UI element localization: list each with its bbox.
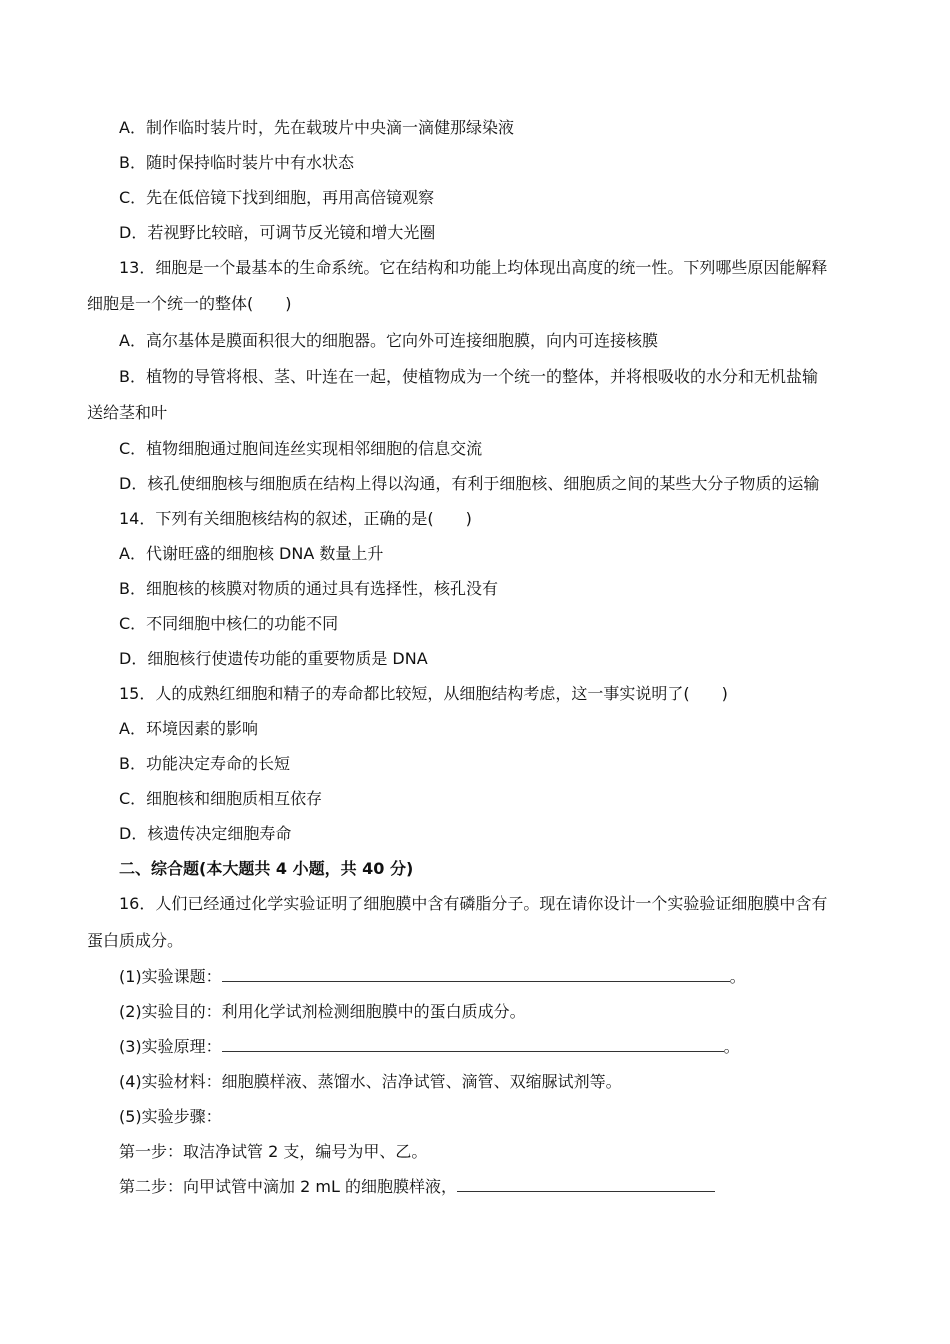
q16-step2 [119,1176,715,1198]
q16-step2-blank[interactable] [457,1177,715,1192]
q16-item3-end: 。 [723,1037,740,1056]
q16-item3 [119,1036,740,1058]
q14-option-a: A．代谢旺盛的细胞核 DNA 数量上升 [119,544,384,563]
q16-item3-label: (3)实验原理： [119,1037,222,1056]
q16-item2: (2)实验目的：利用化学试剂检测细胞膜中的蛋白质成分。 [119,1002,526,1021]
q16-stem-line2: 蛋白质成分。 [87,931,184,950]
q15-option-c: C．细胞核和细胞质相互依存 [119,789,323,808]
q16-item1-blank[interactable] [222,967,730,982]
q16-item1-end: 。 [729,967,746,986]
q16-item1-label: (1)实验课题： [119,967,222,986]
q15-option-b: B．功能决定寿命的长短 [119,754,290,773]
q13-option-c: C．植物细胞通过胞间连丝实现相邻细胞的信息交流 [119,439,483,458]
q16-stem-line1: 16．人们已经通过化学实验证明了细胞膜中含有磷脂分子。现在请你设计一个实验验证细胞膜中含有 [119,894,828,913]
q14-stem: 14．下列有关细胞核结构的叙述，正确的是( ) [119,509,472,528]
q13-stem-line1: 13．细胞是一个最基本的生命系统。它在结构和功能上均体现出高度的统一性。下列哪些原因能解释 [119,258,828,277]
q14-option-c: C．不同细胞中核仁的功能不同 [119,614,339,633]
q14-option-b: B．细胞核的核膜对物质的通过具有选择性，核孔没有 [119,579,498,598]
q13-option-b-line2: 送给茎和叶 [87,403,168,422]
q16-step1: 第一步：取洁净试管 2 支，编号为甲、乙。 [119,1142,428,1161]
q13-option-d: D．核孔使细胞核与细胞质在结构上得以沟通，有利于细胞核、细胞质之间的某些大分子物质的运输 [119,474,820,493]
q16-item4: (4)实验材料：细胞膜样液、蒸馏水、洁净试管、滴管、双缩脲试剂等。 [119,1072,622,1091]
q15-option-a: A．环境因素的影响 [119,719,258,738]
q16-step2-label: 第二步：向甲试管中滴加 2 mL 的细胞膜样液， [119,1177,457,1196]
q16-item5: (5)实验步骤： [119,1107,222,1126]
q15-option-d: D．核遗传决定细胞寿命 [119,824,292,843]
q14-option-d: D．细胞核行使遗传功能的重要物质是 DNA [119,649,428,668]
q12-option-a: A．制作临时装片时，先在载玻片中央滴一滴健那绿染液 [119,118,514,137]
q12-option-d: D．若视野比较暗，可调节反光镜和增大光圈 [119,223,436,242]
q15-stem: 15．人的成熟红细胞和精子的寿命都比较短，从细胞结构考虑，这一事实说明了( ) [119,684,728,703]
q13-stem-line2: 细胞是一个统一的整体( ) [87,294,292,313]
q12-option-c: C．先在低倍镜下找到细胞，再用高倍镜观察 [119,188,435,207]
q16-item3-blank[interactable] [222,1037,724,1052]
q13-option-a: A．高尔基体是膜面积很大的细胞器。它向外可连接细胞膜，向内可连接核膜 [119,331,658,350]
q12-option-b: B．随时保持临时装片中有水状态 [119,153,354,172]
section-heading: 二、综合题(本大题共 4 小题，共 40 分) [119,859,414,878]
q16-item1 [119,966,746,988]
q13-option-b-line1: B．植物的导管将根、茎、叶连在一起，使植物成为一个统一的整体，并将根吸收的水分和无机盐输 [119,367,818,386]
